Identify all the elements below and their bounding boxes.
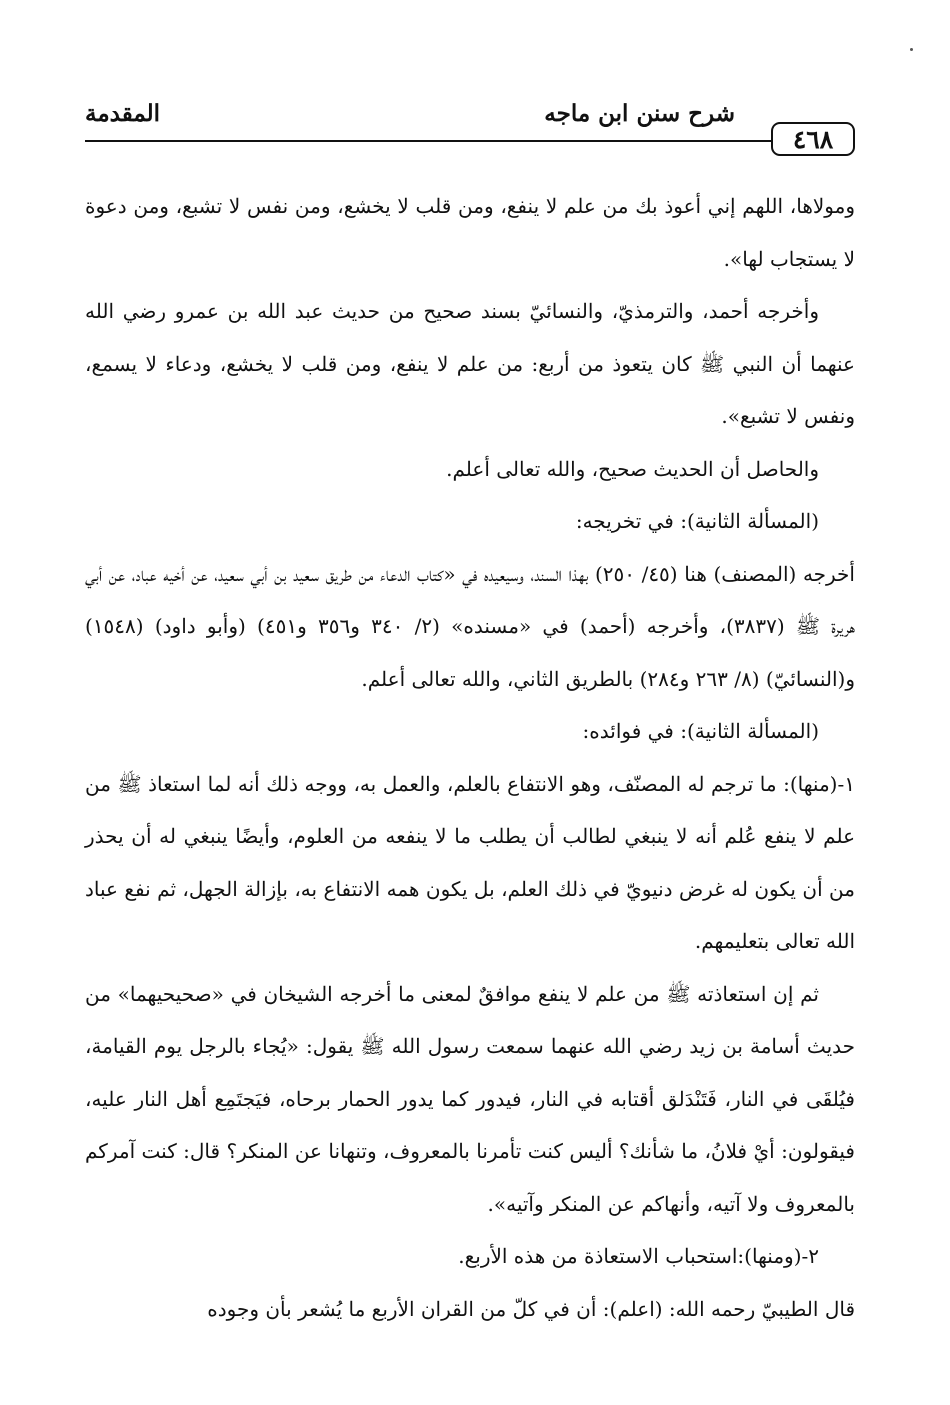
scan-speck	[910, 48, 913, 51]
header-rule	[85, 140, 771, 142]
page-header	[85, 100, 855, 156]
paragraph-benefit-2: ٢-(ومنها):استحباب الاستعاذة من هذه الأربع.	[458, 1244, 819, 1268]
paragraph-hadith-continuation: ومولاها، اللهم إني أعوذ بك من علم لا ينفع، ومن قلب لا يخشع، ومن نفس لا تشبع، ومن دعوة لا يستجاب لها».	[85, 194, 855, 271]
paragraph-benefit-1: ١-(منها): ما ترجم له المصنّف، وهو الانتفاع بالعلم، والعمل به، ووجه ذلك أنه لما استعاذ ﷺ من علم لا ينفع عُلم أنه لا ينبغي لطالب أن يطلب ما لا ينفعه من العلوم، وأيضًا ينبغي له أن يحذر من أن يكون له غرض دنيويّ في ذلك العلم، بل يكون همه الانتفاع به، بإزالة الجهل، ثم نفع عباد الله تعالى بتعليمهم.	[85, 771, 855, 953]
page-body	[85, 180, 855, 1335]
paragraph-tibi: قال الطيبيّ رحمه الله: (اعلم): أن في كلّ من القران الأربع ما يُشعر بأن وجوده	[207, 1296, 855, 1321]
heading-fawaid: (المسألة الثانية): في فوائده:	[582, 719, 819, 743]
paragraph-ahmad-narration: وأخرجه أحمد، والترمذيّ، والنسائيّ بسند صحيح من حديث عبد الله بن عمرو رضي الله عنهما أن النبي ﷺ كان يتعوذ من أربع: من علم لا ينفع، ومن قلب لا يخشع، ودعاء لا يسمع، ونفس لا تشبع».	[85, 299, 855, 428]
heading-takhrij: (المسألة الثانية): في تخريجه:	[575, 509, 819, 533]
section-title: المقدمة	[85, 100, 161, 127]
page-number: ٤٦٨	[771, 122, 855, 156]
book-title: شرح سنن ابن ماجه	[544, 100, 735, 127]
paragraph-takhrij: أخرجه (المصنف) هنا (٤٥/ ٢٥٠) بهذا السند، وسيعيده في «كتاب الدعاء من طريق سعيد بن أبي سعيد، عن أخيه عباد، عن أبي هريرة ﷺ (٣٨٣٧)، وأخرجه (أحمد) في «مسنده» (٢/ ٣٤٠ و٣٥٦ و٤٥١) (وأبو داود) (١٥٤٨) و(النسائيّ) (٨/ ٢٦٣ و٢٨٤) بالطريق الثاني، والله تعالى أعلم.	[85, 561, 856, 691]
paragraph-conclusion: والحاصل أن الحديث صحيح، والله تعالى أعلم.	[446, 456, 819, 481]
paragraph-usama-hadith: ثم إن استعاذته ﷺ من علم لا ينفع موافقٌ لمعنى ما أخرجه الشيخان في «صحيحيهما» من حديث أسامة بن زيد رضي الله عنهما سمعت رسول الله ﷺ يقول: «يُجاء بالرجل يوم القيامة، فيُلقَى في النار، فَتَنْدَلق أقتابه في النار، فيدور كما يدور الحمار برحاه، فيَجتَمِع أهل النار عليه، فيقولون: أيْ فلانُ، ما شأنك؟ أليس كنت تأمرنا بالمعروف، وتنهانا عن المنكر؟ قال: كنت آمركم بالمعروف ولا آتيه، وأنهاكم عن المنكر وآتيه».	[85, 981, 855, 1216]
